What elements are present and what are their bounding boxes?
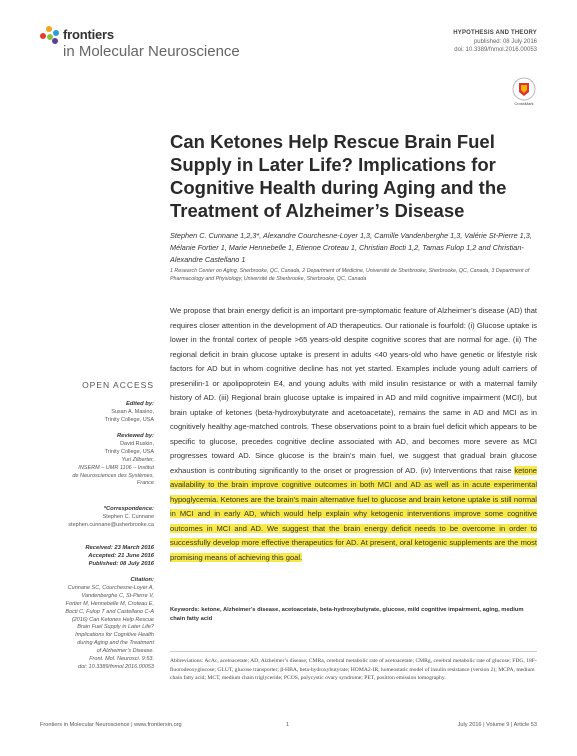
footer-journal-link[interactable]: Frontiers in Molecular Neuroscience | www.frontiersin.org (40, 722, 182, 728)
open-access-label: OPEN ACCESS (82, 380, 154, 390)
abstract-highlighted-text: ketone availability to the brain improve cognitive outcomes in both MCI and AD as well as in acute experimental hypoglycemia. Ketones are the brain’s main alternative fuel to glucose and brain ketone uptake is still normal in MCI and in early AD, which would help explain why ketogenic interventions improve some cognitive outcomes in MCI and AD. We suggest that the brain energy deficit needs to be overcome in order to successfully develop more effective therapeutics for AD. At present, oral ketogenic supplements are the most promising means of achieving this goal. (170, 465, 537, 562)
citation-line: Vandenberghe C, St-Pierre V, (81, 592, 154, 599)
reviewer-line: David Ruskin, (120, 440, 154, 447)
doi-link[interactable]: doi: 10.3389/fnmol.2016.00053 (454, 47, 537, 53)
edited-by-label: Edited by: (125, 401, 154, 407)
edited-by-block (34, 401, 154, 425)
keywords (170, 606, 537, 624)
keywords-label: Keywords: (170, 607, 200, 613)
abstract-text: We propose that brain energy deficit is an important pre-symptomatic feature of Alzheimer’s disease (AD) that requires closer attention in the development of AD therapeutics. Our rationale is fourfold: (i) Glucose uptake is lower in the frontal cortex of people >65 years-old despite cognitive scores that are normal for age. (ii) The regional deficit in brain glucose uptake is present in adults <40 years-old who have genetic or lifestyle risk factors for AD but in whom cognitive decline has not yet started. Examples include young adult carriers of presenilin-1 or apolipoprotein E4, and young adults with mild insulin resistance or with a maternal family history of AD. (iii) Regional brain glucose uptake is impaired in AD and mild cognitive impairment (MCI), but brain uptake of ketones (beta-hydroxybutyrate and acetoacetate), remains the same in AD and MCI as in cognitively healthy age-matched controls. These observations point to a brain fuel deficit which appears to be specific to glucose, precedes cognitive decline associated with AD, and becomes more severe as MCI progresses toward AD. Since glucose is the brain’s main fuel, we suggest that gradual brain glucose exhaustion is contributing significantly to the onset or progression of AD. (iv) Interventions that raise (170, 306, 537, 475)
correspondent-email[interactable]: stephen.cunnane@usherbrooke.ca (68, 521, 154, 528)
reviewer-line: de Neurosciences des Systèmes, (72, 472, 154, 479)
received-date: Received: 23 March 2016 (85, 545, 154, 551)
crossmark-label: CrossMark (514, 101, 534, 106)
reviewed-by-block (34, 433, 154, 488)
citation-line: (2016) Can Ketones Help Rescue (71, 616, 154, 623)
affiliations: 1 Research Center on Aging, Sherbrooke, QC, Canada, 2 Department of Medicine, Université de Sherbrooke, Sherbrooke, QC, Canada, 3 Department of Pharmacology and Physiology, Université de Sherbrooke, Sherbrooke, QC, Canada (170, 268, 530, 283)
citation-line: Cunnane SC, Courchesne-Loyer A, (67, 584, 154, 591)
reviewer-line: France (136, 480, 154, 487)
citation-doi[interactable]: doi: 10.3389/fnmol.2016.00053 (78, 663, 154, 670)
citation-line: Bocti C, Fulop T and Castellano C-A (65, 608, 154, 615)
author-list: Stephen C. Cunnane 1,2,3*, Alexandre Courchesne-Loyer 1,3, Camille Vandenberghe 1,3, Valérie St-Pierre 1,3, Mélanie Fortier 1, Marie Hennebelle 1, Etienne Croteau 1, Christian Bocti 1,2, Tamas Fulop 1,2 and Christian-Alexandre Castellano 1 (170, 231, 532, 264)
dates-block (34, 545, 154, 569)
reviewer-line: Yuri Zilberter, (121, 456, 154, 463)
reviewed-by-label: Reviewed by: (116, 433, 154, 439)
editor-affiliation: Trinity College, USA (104, 416, 154, 423)
editor-name: Susan A. Masino, (111, 408, 154, 415)
correspondent-name: Stephen C. Cunnane (102, 513, 154, 520)
reviewer-line: INSERM – UMR 1106 – Institut (78, 464, 154, 471)
frontiers-logo-icon (40, 26, 60, 46)
abbreviations-divider (170, 651, 537, 652)
page-number: 1 (286, 722, 290, 728)
accepted-date: Accepted: 21 June 2016 (88, 552, 154, 559)
citation-line: Implications for Cognitive Health (75, 632, 154, 639)
correspondence-label: *Correspondence: (103, 506, 154, 512)
article-type: HYPOTHESIS AND THEORY (453, 30, 537, 36)
brand-name: frontiers (63, 27, 114, 42)
journal-name: in Molecular Neuroscience (63, 43, 240, 60)
article-title: Can Ketones Help Rescue Brain Fuel Supply in Later Life? Implications for Cognitive Health during Aging and the Treatment of Alzheimer’s Disease (170, 131, 507, 221)
abbreviations: Abbreviations: AcAc, acetoacetate; AD, Alzheimer’s disease; CMRa, cerebral metabolic rate of acetoacetate; CMRg, cerebral metabolic rate of glucose; FDG, 18F-fluorodeoxyglucose; GLUT, glucose transporter; β-HBA, beta-hydroxybutyrate; HOMA2-IR, homeostatic model of insulin resistance (version 2); MCPA, medium chain fatty acid; MCT, medium chain triglyceride; PCOS, polycystic ovary syndrome; PET, positron emission tomography. (170, 658, 537, 682)
crossmark-icon[interactable] (512, 77, 536, 101)
citation-line: Front. Mol. Neurosci. 9:53. (89, 656, 154, 663)
citation-label: Citation: (130, 577, 154, 583)
abstract (170, 304, 537, 565)
citation-line: of Alzheimer’s Disease. (96, 648, 154, 655)
footer-issue-info: July 2016 | Volume 9 | Article 53 (457, 722, 537, 728)
published-date-sidebar: Published: 08 July 2016 (88, 560, 154, 567)
citation-line: Fortier M, Hennebelle M, Croteau E, (65, 600, 154, 607)
citation-line: during Aging and the Treatment (77, 640, 154, 647)
citation-line: Brain Fuel Supply in Later Life? (77, 624, 154, 631)
citation-block (34, 577, 154, 672)
keywords-list: ketone, Alzheimer’s disease, acetoacetate, beta-hydroxybutyrate, glucose, mild cognitive impairment, aging, medium chain fatty acid (170, 607, 524, 622)
published-date: published: 08 July 2016 (473, 39, 537, 45)
reviewer-line: Trinity College, USA (104, 448, 154, 455)
correspondence-block (34, 506, 154, 530)
